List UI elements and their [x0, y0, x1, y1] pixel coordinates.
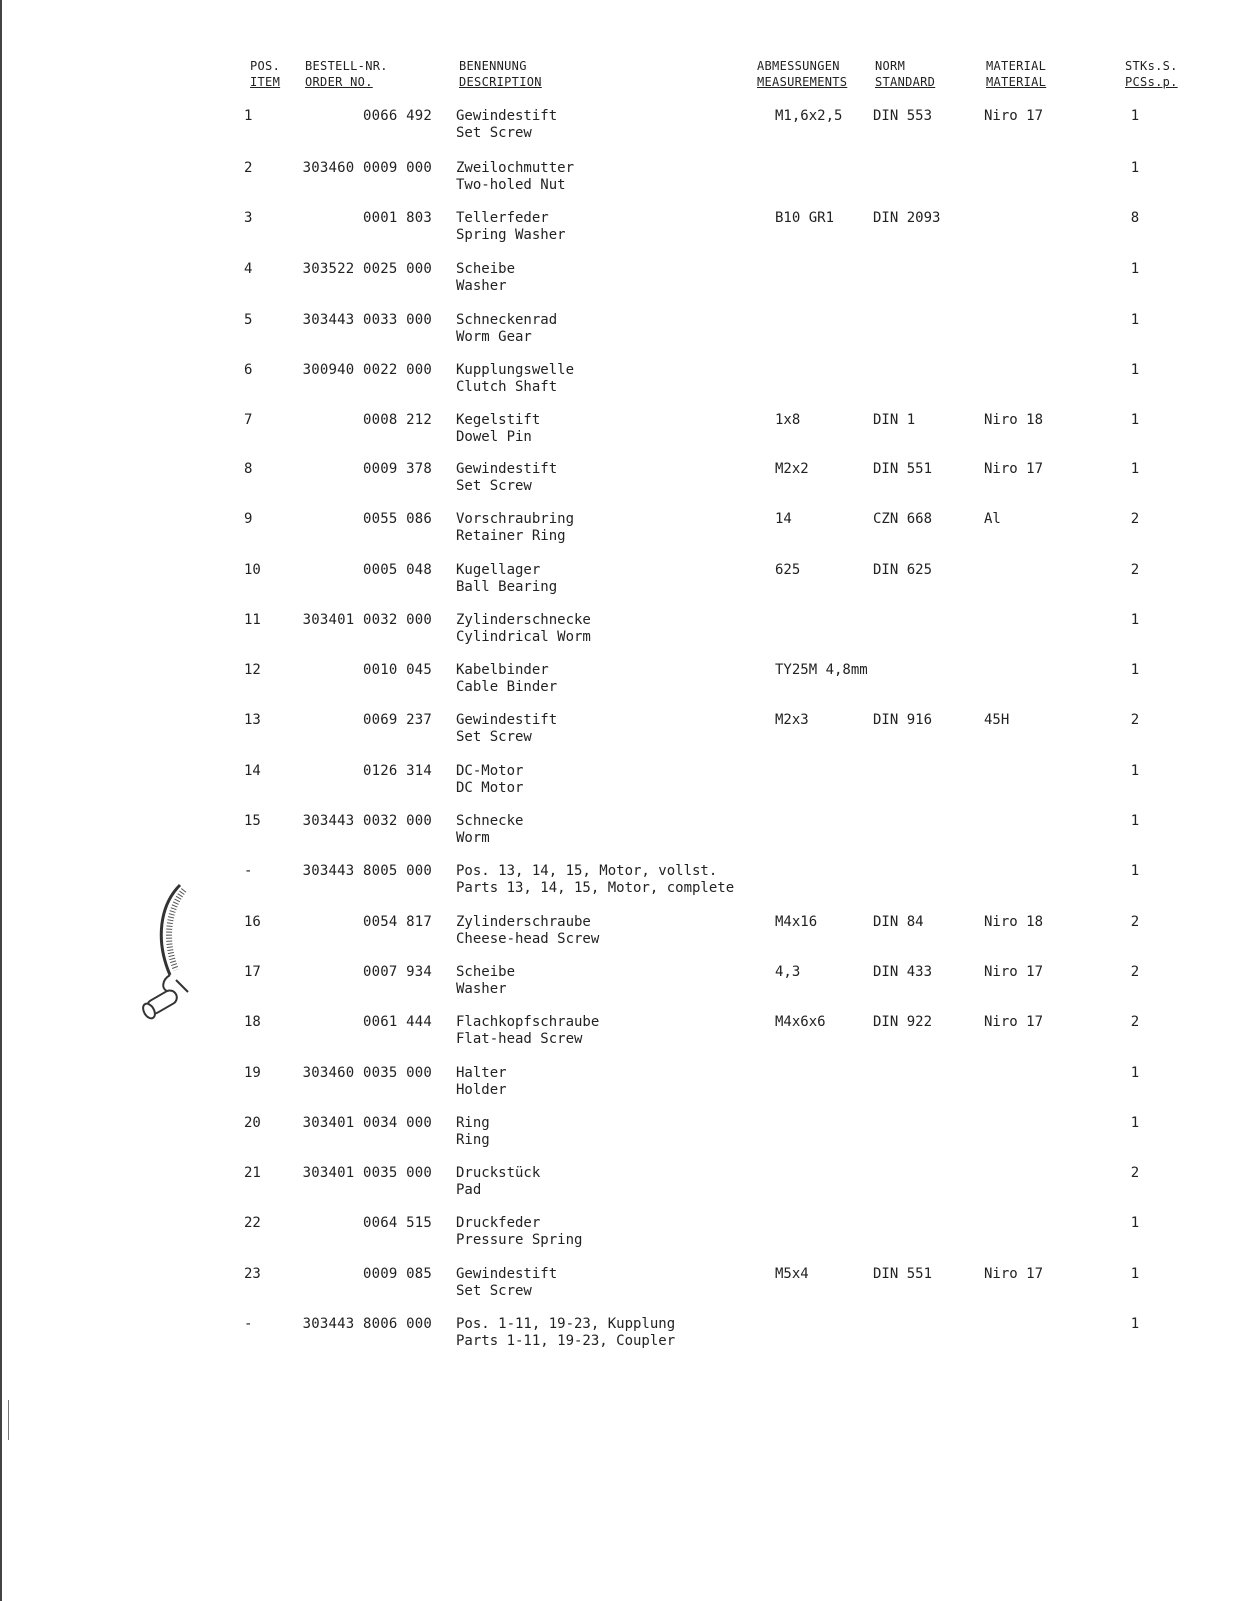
order-number: 0005 048 [362, 562, 432, 578]
quantity: 1 [1130, 108, 1140, 124]
table-row [0, 1115, 1242, 1155]
description [456, 108, 557, 142]
table-row [0, 210, 1242, 250]
description-en: Set Screw [456, 1283, 532, 1299]
header-material [986, 58, 1046, 90]
order-number: 0009 378 [362, 461, 432, 477]
order-number: 0001 803 [362, 210, 432, 226]
table-row [0, 1266, 1242, 1306]
item-position: 14 [244, 763, 261, 779]
header-pos [250, 58, 280, 90]
description-en: Pad [456, 1182, 482, 1198]
table-row [0, 160, 1242, 200]
quantity: 1 [1130, 362, 1140, 378]
order-number: 0010 045 [362, 662, 432, 678]
table-row [0, 712, 1242, 752]
description-en: Worm [456, 830, 490, 846]
order-number: 303443 8006 000 [302, 1316, 432, 1332]
item-position: 22 [244, 1215, 261, 1231]
material: Niro 17 [984, 964, 1044, 980]
description-en: DC Motor [456, 780, 524, 796]
quantity: 1 [1130, 763, 1140, 779]
material: Niro 18 [984, 412, 1044, 428]
description-en: Clutch Shaft [456, 379, 558, 395]
description [456, 1065, 507, 1099]
description-en: Washer [456, 981, 507, 997]
quantity: 2 [1130, 511, 1140, 527]
description-en: Set Screw [456, 729, 532, 745]
description [456, 261, 515, 295]
norm-standard: DIN 551 [873, 1266, 933, 1282]
order-number: 0064 515 [362, 1215, 432, 1231]
order-number: 303443 0033 000 [302, 312, 432, 328]
quantity: 1 [1130, 1316, 1140, 1332]
description-en: Set Screw [456, 478, 532, 494]
description [456, 210, 566, 244]
order-number: 303522 0025 000 [302, 261, 432, 277]
item-position: 8 [244, 461, 253, 477]
item-position: 6 [244, 362, 253, 378]
description-de: Zylinderschnecke [456, 612, 591, 628]
order-number: 303460 0009 000 [302, 160, 432, 176]
item-position: 17 [244, 964, 261, 980]
description-en: Dowel Pin [456, 429, 532, 445]
order-number: 0069 237 [362, 712, 432, 728]
table-row [0, 261, 1242, 301]
description-en: Retainer Ring [456, 528, 566, 544]
order-number: 0007 934 [362, 964, 432, 980]
norm-standard: DIN 1 [873, 412, 916, 428]
table-row [0, 562, 1242, 602]
item-position: 5 [244, 312, 253, 328]
quantity: 2 [1130, 914, 1140, 930]
order-number: 303443 0032 000 [302, 813, 432, 829]
description [456, 1165, 540, 1199]
table-row [0, 1316, 1242, 1356]
description-de: Zweilochmutter [456, 160, 575, 176]
quantity: 2 [1130, 562, 1140, 578]
table-row [0, 612, 1242, 652]
description-de: Kabelbinder [456, 662, 549, 678]
description [456, 562, 557, 596]
quantity: 2 [1130, 1165, 1140, 1181]
description-en: Ring [456, 1132, 490, 1148]
table-row [0, 1215, 1242, 1255]
description-de: Gewindestift [456, 1266, 558, 1282]
description-en: Flat-head Screw [456, 1031, 583, 1047]
header-qty-de: STKs.S. [1125, 59, 1178, 73]
quantity: 1 [1130, 1215, 1140, 1231]
norm-standard: DIN 84 [873, 914, 924, 930]
order-number: 0054 817 [362, 914, 432, 930]
order-number: 0126 314 [362, 763, 432, 779]
description [456, 914, 599, 948]
description-en: Ball Bearing [456, 579, 558, 595]
header-qty [1125, 58, 1178, 90]
description-en: Cheese-head Screw [456, 931, 600, 947]
quantity: 1 [1130, 1266, 1140, 1282]
material: Niro 17 [984, 1266, 1044, 1282]
measurements: M2x3 [775, 712, 809, 728]
description [456, 1266, 557, 1300]
item-position: 4 [244, 261, 253, 277]
item-position: 20 [244, 1115, 261, 1131]
description-en: Parts 1-11, 19-23, Coupler [456, 1333, 676, 1349]
table-row [0, 763, 1242, 803]
measurements: M4x6x6 [775, 1014, 826, 1030]
measurements: 1x8 [775, 412, 801, 428]
description [456, 813, 523, 847]
quantity: 1 [1130, 261, 1140, 277]
measurements: M2x2 [775, 461, 809, 477]
description-de: Gewindestift [456, 712, 558, 728]
quantity: 1 [1130, 1065, 1140, 1081]
header-description-en: DESCRIPTION [459, 75, 542, 89]
quantity: 1 [1130, 412, 1140, 428]
quantity: 1 [1130, 312, 1140, 328]
item-position: 9 [244, 511, 253, 527]
description [456, 662, 557, 696]
header-measurements [757, 58, 847, 90]
order-number: 0008 212 [362, 412, 432, 428]
quantity: 1 [1130, 813, 1140, 829]
header-norm-de: NORM [875, 59, 906, 73]
description-de: Ring [456, 1115, 490, 1131]
measurements: 14 [775, 511, 792, 527]
material: Niro 17 [984, 461, 1044, 477]
scan-mark [8, 1400, 9, 1440]
header-material-de: MATERIAL [986, 59, 1047, 73]
quantity: 2 [1130, 1014, 1140, 1030]
table-row [0, 813, 1242, 853]
header-norm [875, 58, 935, 90]
description-en: Cable Binder [456, 679, 558, 695]
description-de: Scheibe [456, 261, 516, 277]
quantity: 2 [1130, 964, 1140, 980]
quantity: 1 [1130, 662, 1140, 678]
item-position: - [244, 863, 253, 879]
description [456, 312, 557, 346]
header-order-en: ORDER NO. [305, 75, 373, 89]
header-material-en: MATERIAL [986, 75, 1047, 89]
header-qty-en: PCSs.p. [1125, 75, 1178, 89]
measurements: M5x4 [775, 1266, 809, 1282]
description-de: Gewindestift [456, 108, 558, 124]
table-row [0, 312, 1242, 352]
header-order [305, 58, 388, 90]
item-position: 18 [244, 1014, 261, 1030]
item-position: 1 [244, 108, 253, 124]
material: Niro 17 [984, 1014, 1044, 1030]
description [456, 964, 515, 998]
header-pos-en: ITEM [250, 75, 281, 89]
norm-standard: DIN 916 [873, 712, 933, 728]
quantity: 1 [1130, 863, 1140, 879]
description [456, 1115, 490, 1149]
norm-standard: DIN 553 [873, 108, 933, 124]
header-description [459, 58, 542, 90]
material: 45H [984, 712, 1010, 728]
description [456, 612, 591, 646]
table-row [0, 108, 1242, 148]
description-en: Worm Gear [456, 329, 532, 345]
quantity: 1 [1130, 612, 1140, 628]
header-order-de: BESTELL-NR. [305, 59, 388, 73]
description-de: Kugellager [456, 562, 541, 578]
material: Niro 17 [984, 108, 1044, 124]
description [456, 712, 557, 746]
header-pos-de: POS. [250, 59, 281, 73]
item-position: 13 [244, 712, 261, 728]
order-number: 0061 444 [362, 1014, 432, 1030]
order-number: 0066 492 [362, 108, 432, 124]
description-de: DC-Motor [456, 763, 524, 779]
description-de: Kegelstift [456, 412, 541, 428]
quantity: 8 [1130, 210, 1140, 226]
description-en: Two-holed Nut [456, 177, 566, 193]
table-row [0, 1065, 1242, 1105]
order-number: 303401 0034 000 [302, 1115, 432, 1131]
order-number: 303401 0035 000 [302, 1165, 432, 1181]
description-de: Pos. 13, 14, 15, Motor, vollst. [456, 863, 718, 879]
description [456, 412, 540, 446]
description-en: Washer [456, 278, 507, 294]
order-number: 300940 0022 000 [302, 362, 432, 378]
order-number: 303401 0032 000 [302, 612, 432, 628]
description [456, 362, 574, 396]
description-en: Holder [456, 1082, 507, 1098]
table-row [0, 662, 1242, 702]
item-position: 16 [244, 914, 261, 930]
norm-standard: DIN 625 [873, 562, 933, 578]
table-row [0, 412, 1242, 452]
material: Al [984, 511, 1001, 527]
description-en: Pressure Spring [456, 1232, 583, 1248]
norm-standard: DIN 922 [873, 1014, 933, 1030]
item-position: 19 [244, 1065, 261, 1081]
description-en: Spring Washer [456, 227, 566, 243]
header-norm-en: STANDARD [875, 75, 936, 89]
description [456, 1014, 599, 1048]
table-row [0, 511, 1242, 551]
description-de: Zylinderschraube [456, 914, 591, 930]
description [456, 1316, 675, 1350]
description-en: Cylindrical Worm [456, 629, 591, 645]
quantity: 1 [1130, 1115, 1140, 1131]
order-number: 303460 0035 000 [302, 1065, 432, 1081]
part-drawing-fragment [140, 880, 190, 1030]
quantity: 2 [1130, 712, 1140, 728]
material: Niro 18 [984, 914, 1044, 930]
description-en: Set Screw [456, 125, 532, 141]
description-de: Schnecke [456, 813, 524, 829]
item-position: - [244, 1316, 253, 1332]
measurements: B10 GR1 [775, 210, 835, 226]
item-position: 10 [244, 562, 261, 578]
header-measurements-de: ABMESSUNGEN [757, 59, 840, 73]
item-position: 15 [244, 813, 261, 829]
measurements: 625 [775, 562, 801, 578]
header-measurements-en: MEASUREMENTS [757, 75, 848, 89]
item-position: 21 [244, 1165, 261, 1181]
description [456, 511, 574, 545]
order-number: 303443 8005 000 [302, 863, 432, 879]
norm-standard: DIN 2093 [873, 210, 941, 226]
item-position: 3 [244, 210, 253, 226]
order-number: 0055 086 [362, 511, 432, 527]
norm-standard: DIN 551 [873, 461, 933, 477]
quantity: 1 [1130, 461, 1140, 477]
item-position: 12 [244, 662, 261, 678]
table-row [0, 1165, 1242, 1205]
description [456, 160, 574, 194]
description-de: Scheibe [456, 964, 516, 980]
description [456, 461, 557, 495]
table-row [0, 461, 1242, 501]
measurements: M4x16 [775, 914, 818, 930]
quantity: 1 [1130, 160, 1140, 176]
description-de: Halter [456, 1065, 507, 1081]
description-de: Pos. 1-11, 19-23, Kupplung [456, 1316, 676, 1332]
description-de: Druckfeder [456, 1215, 541, 1231]
item-position: 2 [244, 160, 253, 176]
measurements: 4,3 [775, 964, 801, 980]
description-en: Parts 13, 14, 15, Motor, complete [456, 880, 735, 896]
description-de: Druckstück [456, 1165, 541, 1181]
table-row [0, 362, 1242, 402]
description-de: Schneckenrad [456, 312, 558, 328]
description [456, 1215, 582, 1249]
description [456, 763, 523, 797]
item-position: 7 [244, 412, 253, 428]
description-de: Vorschraubring [456, 511, 575, 527]
description [456, 863, 734, 897]
order-number: 0009 085 [362, 1266, 432, 1282]
item-position: 23 [244, 1266, 261, 1282]
header-description-de: BENENNUNG [459, 59, 527, 73]
description-de: Kupplungswelle [456, 362, 575, 378]
description-de: Tellerfeder [456, 210, 549, 226]
measurements: TY25M 4,8mm [775, 662, 868, 678]
description-de: Gewindestift [456, 461, 558, 477]
item-position: 11 [244, 612, 261, 628]
measurements: M1,6x2,5 [775, 108, 843, 124]
description-de: Flachkopfschraube [456, 1014, 600, 1030]
norm-standard: CZN 668 [873, 511, 933, 527]
norm-standard: DIN 433 [873, 964, 933, 980]
